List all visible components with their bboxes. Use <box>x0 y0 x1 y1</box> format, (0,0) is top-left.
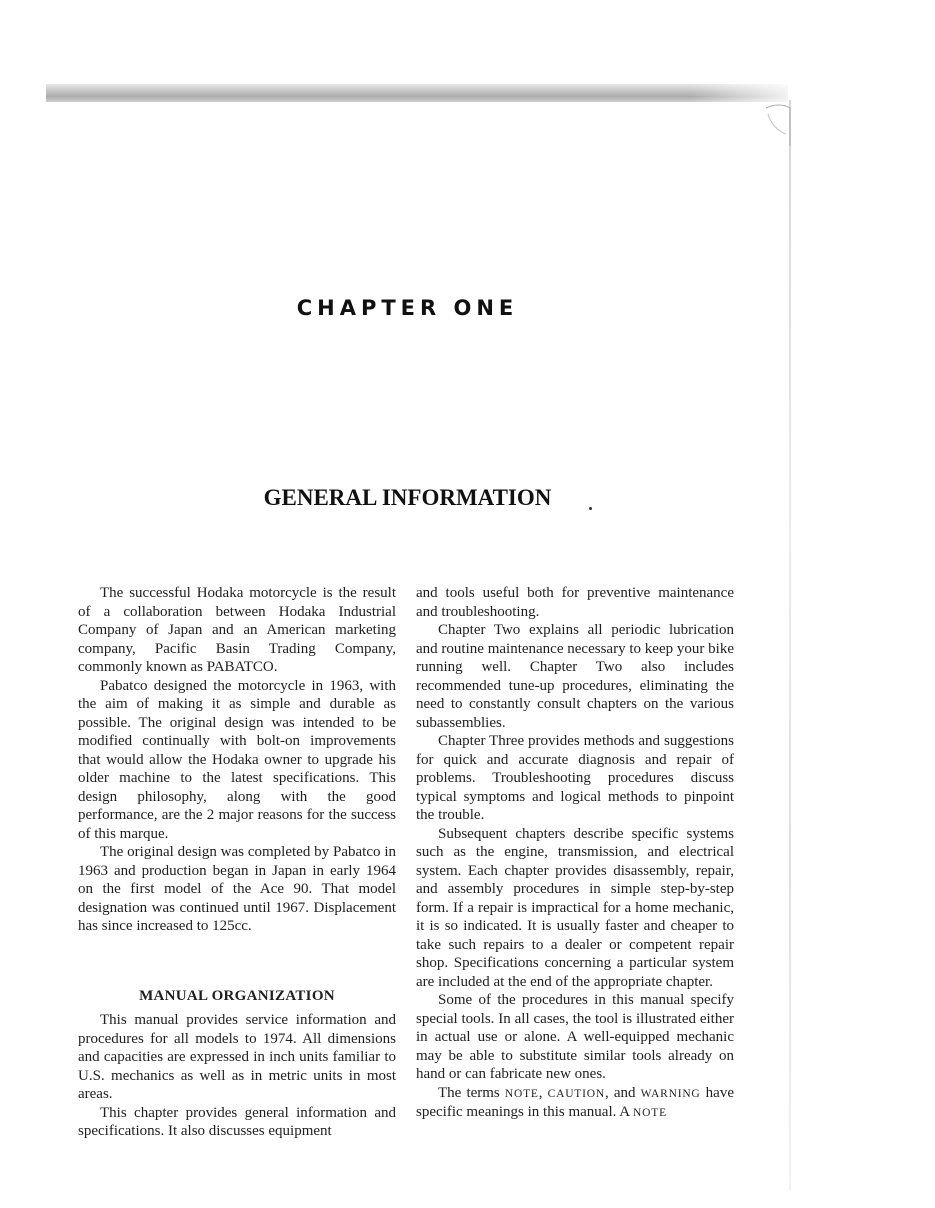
paragraph: This manual provides service information and procedures for all models to 1974. All dimensions and capacities are expressed in inch units familiar to U.S. mechanics as well as in metric units in most areas. <box>78 1012 396 1102</box>
left-text-column <box>78 584 396 1141</box>
term-note: NOTE <box>504 1087 539 1100</box>
terms-paragraph <box>416 1084 734 1123</box>
stray-mark <box>589 507 592 510</box>
paragraph: The original design was completed by Pabatco in 1963 and production began in Japan in early 1964 on the first model of the Ace 90. That model designation was continued until 1967. Displacement has since increased to 125cc. <box>78 844 396 934</box>
paragraph: Pabatco designed the motorcycle in 1963, with the aim of making it as simple and durable as possible. The original design was intended to be modified continually with bolt-on improvements that would allow the Hodaka owner to upgrade his older machine to the latest specifications. This design philosophy, along with the good performance, are the 2 major reasons for the success of this marque. <box>78 677 396 842</box>
paragraph-continuation: and tools useful both for preventive maintenance and troubleshooting. <box>416 585 734 620</box>
paragraph: The successful Hodaka motorcycle is the result of a collaboration between Hodaka Industrial Company of Japan and an American marketing company, Pacific Basin Trading Company, commonly known as PABATCO. <box>78 585 396 675</box>
paragraph: Chapter Two explains all periodic lubrication and routine maintenance necessary to keep your bike running well. Chapter Two also includes recommended tune-up procedures, eliminating the need to constantly consult chapters on the various subassemblies. <box>416 622 734 731</box>
paragraph: Subsequent chapters describe specific systems such as the engine, transmission, and electrical system. Each chapter provides disassembly, repair, and assembly procedures in simple step-by-step form. If a repair is impractical for a home mechanic, it is so indicated. It is usually faster and cheaper to take such repairs to a dealer or competent repair shop. Specifications concerning a particular system are included at the end of the appropriate chapter. <box>416 825 734 990</box>
right-text-column <box>416 584 734 1123</box>
term-caution: CAUTION <box>547 1087 605 1100</box>
chapter-heading: CHAPTER ONE <box>296 296 519 320</box>
terms-middle: have specific meanings in this manual. A <box>416 1084 734 1120</box>
term-warning: WARNING <box>640 1087 701 1100</box>
terms-separator: , <box>538 1084 548 1101</box>
terms-separator: , and <box>604 1084 641 1101</box>
manual-organization-subheading: MANUAL ORGANIZATION <box>139 987 335 1004</box>
term-note-end: NOTE <box>633 1107 667 1119</box>
terms-lead: The terms <box>438 1084 505 1101</box>
page-edge-line <box>789 100 791 1190</box>
paragraph: Chapter Three provides methods and suggestions for quick and accurate diagnosis and repair of problems. Troubleshooting procedures discuss typical symptoms and logical methods to pinpoint the trouble. <box>416 733 734 823</box>
paragraph: Some of the procedures in this manual specify special tools. In all cases, the tool is illustrated either in actual use or alone. A well-equipped mechanic may be able to substitute similar tools already on hand or can fabricate new ones. <box>416 992 734 1082</box>
scan-shadow-bar <box>46 84 788 102</box>
section-heading: GENERAL INFORMATION <box>263 485 552 510</box>
paragraph: This chapter provides general information and specifications. It also discusses equipment <box>78 1104 396 1139</box>
page-corner-curl-icon <box>760 100 794 150</box>
